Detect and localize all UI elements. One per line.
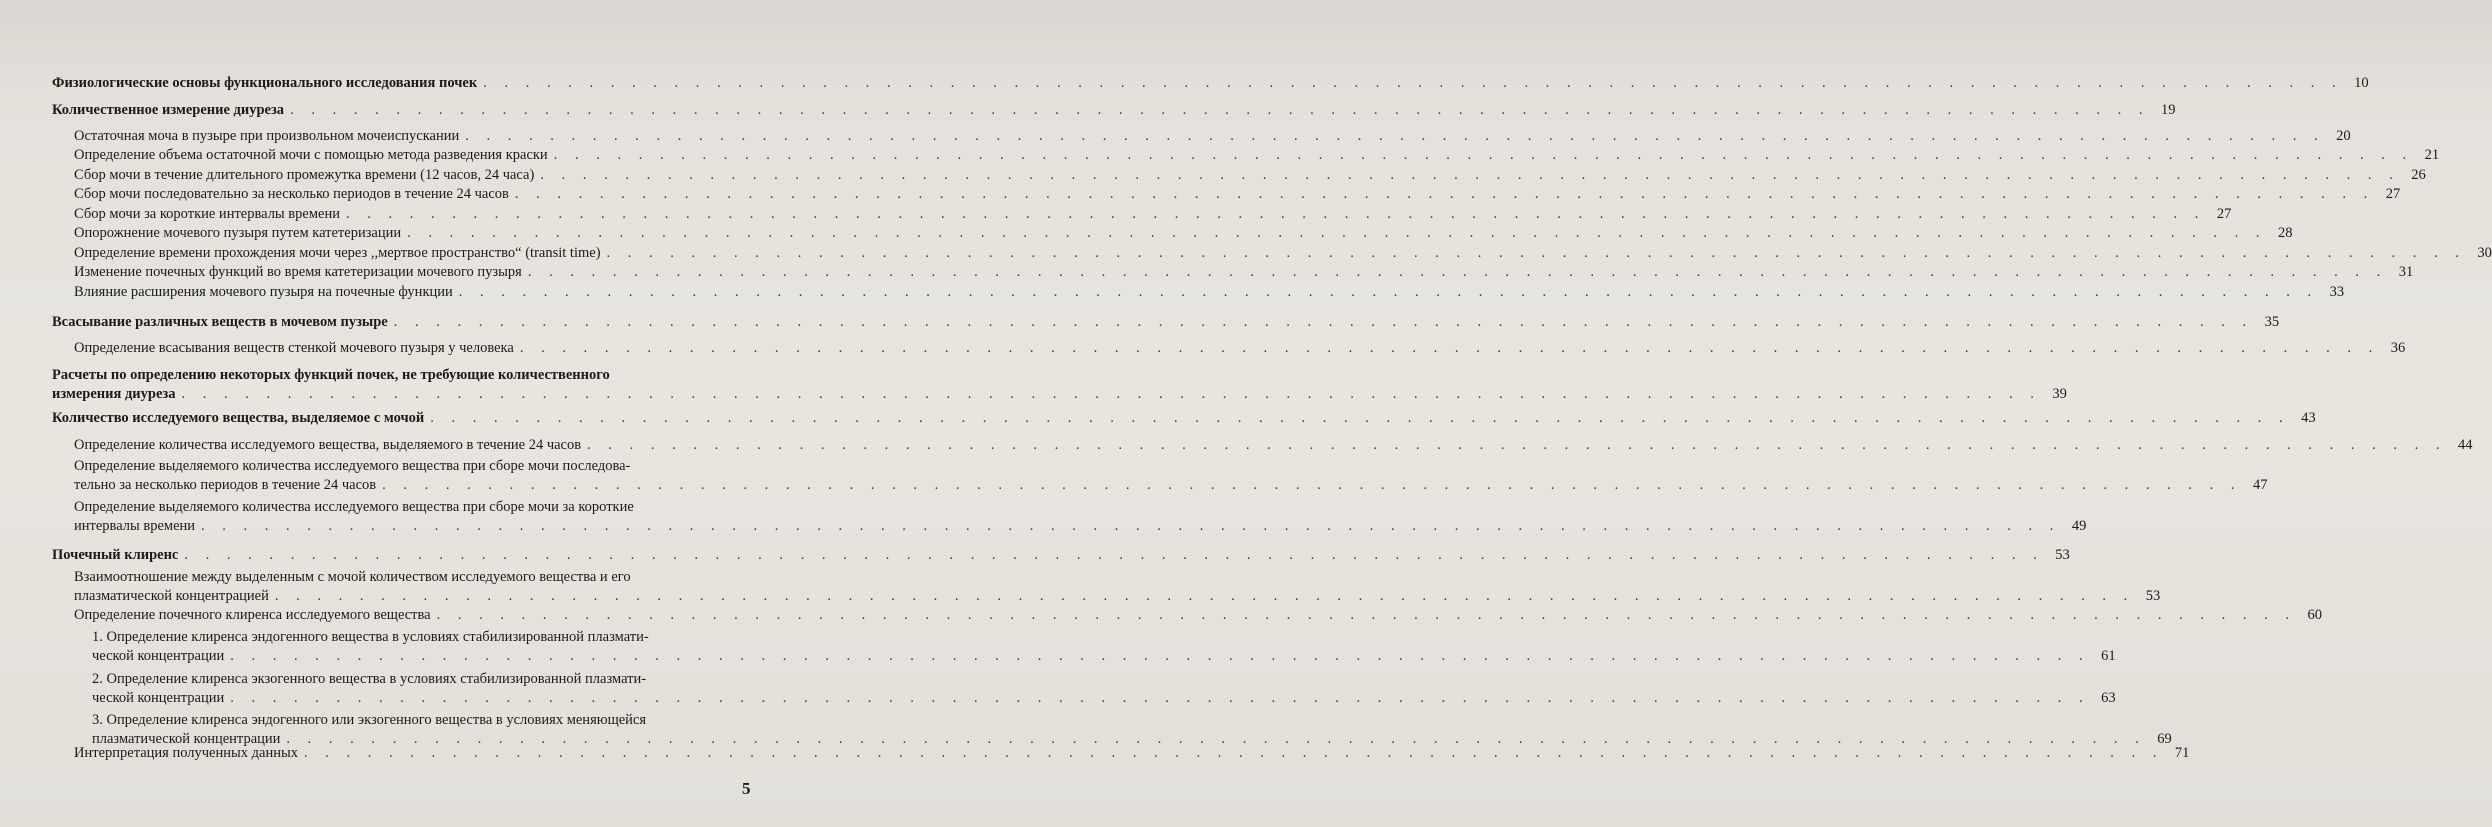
toc-entry-page: 39 — [2052, 386, 2067, 402]
toc-entry-page: 49 — [2071, 518, 2087, 534]
toc-entry-page: 26 — [2411, 167, 2426, 183]
toc-entry-title: Почечный клиренс — [52, 547, 179, 563]
toc-entry-title: Остаточная моча в пузыре при произвольном мочеиспускании — [74, 128, 460, 144]
dot-leader — [304, 744, 2163, 763]
toc-entry-page: 20 — [2336, 128, 2351, 144]
toc-entry — [74, 185, 2401, 204]
toc-entry — [92, 670, 2116, 708]
toc-entry-title-line: плазматической концентрацией — [74, 588, 269, 604]
dot-leader — [554, 146, 2413, 165]
toc-entry-title: Количественное измерение диуреза — [52, 102, 285, 118]
dot-leader — [290, 101, 2149, 120]
toc-entry — [74, 568, 2161, 606]
toc-entry-title-line: Взаимоотношение между выделенным с мочой количеством исследуемого вещества и его — [74, 569, 631, 585]
toc-entry-title: Сбор мочи последовательно за несколько периодов в течение 24 часов — [74, 186, 509, 202]
toc-entry-title: Опорожнение мочевого пузыря путем катетеризации — [74, 225, 402, 241]
dot-leader — [483, 74, 2342, 93]
toc-entry — [52, 366, 2067, 404]
toc-entry-page: 43 — [2301, 410, 2316, 426]
dot-leader — [181, 385, 2040, 404]
dot-leader — [520, 339, 2379, 358]
dot-leader — [607, 244, 2466, 263]
toc-entry-page: 10 — [2354, 75, 2369, 91]
toc-entry — [52, 74, 2369, 93]
toc-entry-title-line: 1. Определение клиренса эндогенного вещества в условиях стабилизированной плазмати- — [92, 629, 649, 645]
dot-leader — [430, 409, 2289, 428]
toc-entry — [74, 744, 2190, 763]
toc-entry-title: Физиологические основы функционального исследования почек — [52, 75, 478, 91]
toc-entry-page: 63 — [2101, 690, 2116, 706]
toc-entry-title: Изменение почечных функций во время катетеризации мочевого пузыря — [74, 264, 522, 280]
toc-entry — [74, 166, 2426, 185]
toc-entry — [74, 205, 2232, 224]
toc-entry-title-line: измерения диуреза — [52, 386, 176, 402]
dot-leader — [465, 127, 2324, 146]
toc-entry-title: Определение всасывания веществ стенкой мочевого пузыря у человека — [74, 340, 514, 356]
toc-entry-title: Влияние расширения мочевого пузыря на почечные функции — [74, 284, 453, 300]
dot-leader — [459, 283, 2318, 302]
dot-leader — [201, 517, 2060, 536]
dot-leader — [407, 224, 2266, 243]
toc-entry — [52, 409, 2316, 428]
toc-entry — [74, 606, 2322, 625]
toc-entry-page: 28 — [2278, 225, 2293, 241]
page-number: 5 — [742, 779, 751, 798]
toc-entry — [92, 628, 2116, 666]
toc-entry-title: Количество исследуемого вещества, выделяемое с мочой — [52, 410, 425, 426]
dot-leader — [540, 166, 2399, 185]
toc-entry — [74, 127, 2351, 146]
toc-entry — [52, 101, 2176, 120]
dot-leader — [230, 647, 2089, 666]
dot-leader — [346, 205, 2205, 224]
toc-entry-title-line: ческой концентрации — [92, 648, 225, 664]
toc-entry-page: 27 — [2216, 206, 2232, 222]
toc-entry-page: 44 — [2457, 437, 2473, 453]
toc-entry-page: 35 — [2264, 314, 2280, 330]
toc-entry — [74, 146, 2440, 165]
toc-entry — [52, 546, 2070, 565]
toc-entry-page: 36 — [2390, 340, 2406, 356]
toc-entry-title-line: 3. Определение клиренса эндогенного или экзогенного вещества в условиях меняющейся — [92, 712, 647, 728]
toc-entry-page: 21 — [2424, 147, 2440, 163]
toc-entry-title: Определение количества исследуемого вещества, выделяемого в течение 24 часов — [74, 437, 582, 453]
dot-leader — [382, 476, 2241, 495]
toc-entry-page: 61 — [2101, 648, 2116, 664]
toc-entry-page: 53 — [2055, 547, 2070, 563]
toc-entry-page: 33 — [2329, 284, 2345, 300]
toc-entry-title: Сбор мочи за короткие интервалы времени — [74, 206, 340, 222]
toc-entry — [74, 457, 2268, 495]
toc-entry — [52, 313, 2280, 332]
toc-entry — [74, 283, 2345, 302]
toc-entry-title-line: ческой концентрации — [92, 690, 225, 706]
toc-entry-title-line: 2. Определение клиренса экзогенного вещества в условиях стабилизированной плазмати- — [92, 671, 647, 687]
toc-entry-title: Всасывание различных веществ в мочевом пузыре — [52, 314, 388, 330]
toc-entry-page: 53 — [2145, 588, 2161, 604]
toc-entry-page: 71 — [2174, 745, 2190, 761]
toc-entry-page: 19 — [2160, 102, 2176, 118]
dot-leader — [437, 606, 2296, 625]
dot-leader — [515, 185, 2374, 204]
toc-entry-page: 27 — [2385, 186, 2401, 202]
toc-entry — [74, 224, 2293, 243]
dot-leader — [394, 313, 2253, 332]
toc-entry-title: Определение объема остаточной мочи с помощью метода разведения краски — [74, 147, 548, 163]
toc-entry-title-line: Расчеты по определению некоторых функций почек, не требующие количественного — [52, 367, 610, 383]
dot-leader — [587, 436, 2446, 455]
toc-entry — [74, 436, 2473, 455]
toc-entry-title-line: тельно за несколько периодов в течение 24 часов — [74, 477, 377, 493]
toc-entry-title: Сбор мочи в течение длительного промежутка времени (12 часов, 24 часа) — [74, 167, 535, 183]
toc-entry-page: 69 — [2157, 731, 2172, 747]
toc-entry-title-line: плазматической концентрации — [92, 731, 281, 747]
dot-leader — [528, 263, 2387, 282]
toc-entry-page: 30 — [2477, 245, 2492, 261]
toc-entry — [74, 498, 2087, 536]
toc-entry-page: 60 — [2307, 607, 2322, 623]
toc-entry-title-line: Определение выделяемого количества исследуемого вещества при сборе мочи последова- — [74, 458, 631, 474]
toc-entry-title-line: интервалы времени — [74, 518, 196, 534]
dot-leader — [184, 546, 2043, 565]
dot-leader — [275, 587, 2134, 606]
toc-entry — [74, 339, 2406, 358]
dot-leader — [230, 689, 2089, 708]
toc-entry-page: 47 — [2253, 477, 2268, 493]
toc-entry-title: Определение почечного клиренса исследуемого вещества — [74, 607, 431, 623]
toc-entry-title-line: Определение выделяемого количества исследуемого вещества при сборе мочи за короткие — [74, 499, 634, 515]
toc-entry-page: 31 — [2398, 264, 2414, 280]
toc-entry-title: Определение времени прохождения мочи через ,,мертвое пространство“ (transit time) — [74, 245, 601, 261]
toc-entry — [74, 263, 2414, 282]
toc-entry-title: Интерпретация полученных данных — [74, 745, 298, 761]
toc-entry — [74, 244, 2492, 263]
